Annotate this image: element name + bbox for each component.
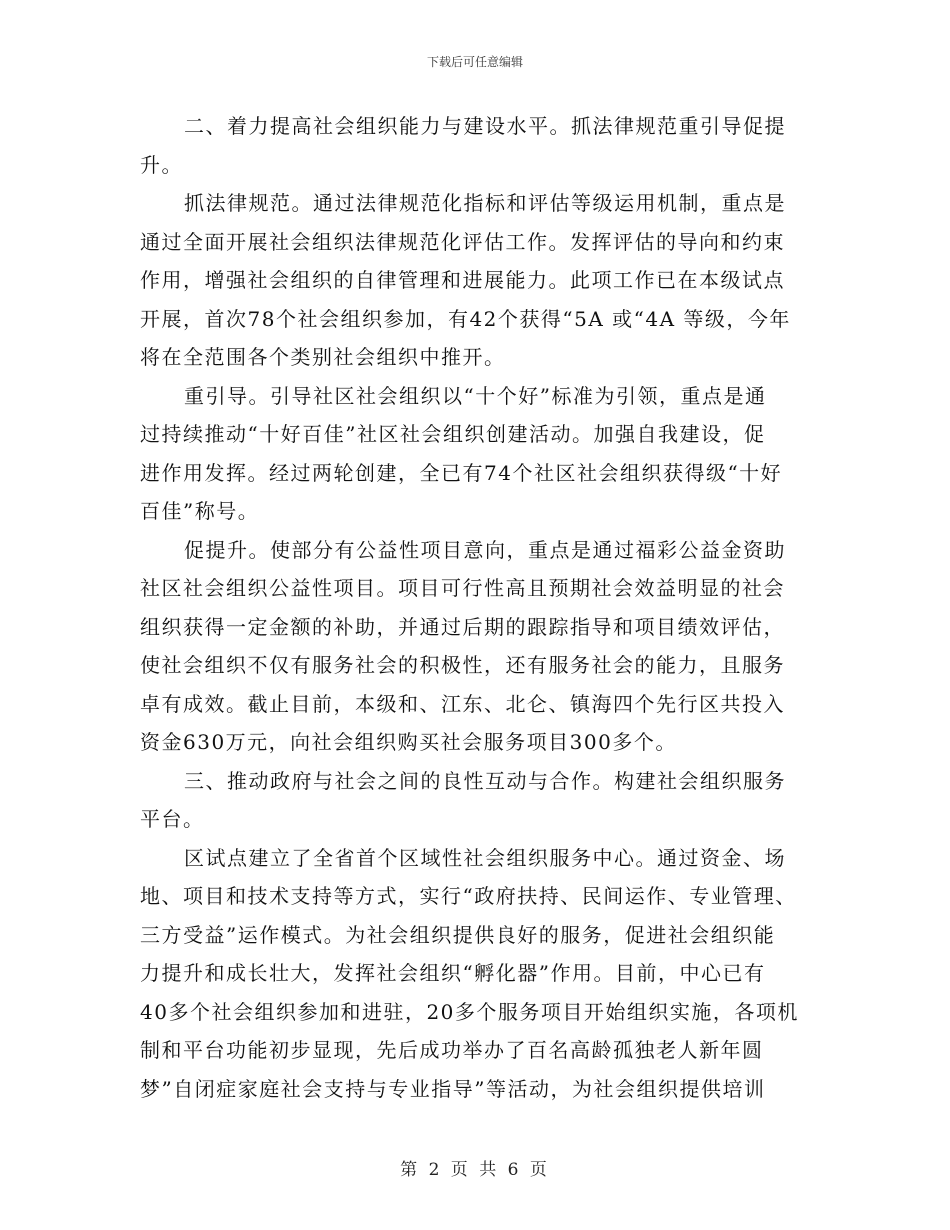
body-text-line: 社区社会组织公益性项目。项目可行性高且预期社会效益明显的社会 xyxy=(140,576,785,600)
body-text-line: 升。 xyxy=(140,152,183,177)
body-text-line: 组织获得一定金额的补助，并通过后期的跟踪指导和项目绩效评估， xyxy=(140,614,785,639)
body-text-line: 将在全范围各个类别社会组织中推开。 xyxy=(140,345,506,369)
body-text-line: 制和平台功能初步显现，先后成功举办了百名高龄孤独老人新年圆 xyxy=(140,1038,764,1062)
body-text-line: 区试点建立了全省首个区域性社会组织服务中心。通过资金、场 xyxy=(184,845,786,870)
body-text-line: 梦”自闭症家庭社会支持与专业指导”等活动，为社会组织提供培训 xyxy=(140,1076,766,1101)
body-text-line: 使社会组织不仅有服务社会的积极性，还有服务社会的能力，且服务 xyxy=(140,653,785,677)
body-text-line: 三、推动政府与社会之间的良性互动与合作。构建社会组织服务 xyxy=(184,768,786,793)
body-text-line: 二、着力提高社会组织能力与建设水平。抓法律规范重引导促提 xyxy=(184,114,786,138)
body-text-line: 重引导。引导社区社会组织以“十个好”标准为引领，重点是通 xyxy=(184,383,767,408)
body-text-line: 抓法律规范。通过法律规范化指标和评估等级运用机制，重点是 xyxy=(184,191,786,215)
body-text-line: 力提升和成长壮大，发挥社会组织“孵化器”作用。目前，中心已有 xyxy=(140,961,766,985)
body-text-line: 促提升。使部分有公益性项目意向，重点是通过福彩公益金资助 xyxy=(184,537,786,562)
body-text-line: 卓有成效。截止目前，本级和、江东、北仑、镇海四个先行区共投入 xyxy=(140,691,785,716)
body-text-line: 地、项目和技术支持等方式，实行“政府扶持、民间运作、专业管理、 xyxy=(140,884,797,908)
body-text-line: 通过全面开展社会组织法律规范化评估工作。发挥评估的导向和约束 xyxy=(140,229,785,254)
header-note: 下载后可任意编辑 xyxy=(426,55,523,69)
body-text-line: 开展，首次78个社会组织参加，有42个获得“5A 或“4A 等级，今年 xyxy=(140,306,791,331)
body-text-line: 资金630万元，向社会组织购买社会服务项目300多个。 xyxy=(140,730,677,754)
body-text-line: 作用，增强社会组织的自律管理和进展能力。此项工作已在本级试点 xyxy=(140,268,785,292)
document-body xyxy=(140,107,810,1108)
body-text-line: 百佳”称号。 xyxy=(140,499,260,523)
body-text-line: 三方受益”运作模式。为社会组织提供良好的服务，促进社会组织能 xyxy=(140,922,776,947)
page-footer: 第 2 页 共 6 页 xyxy=(400,1160,550,1180)
body-text-line: 过持续推动“十好百佳”社区社会组织创建活动。加强自我建设，促 xyxy=(140,422,766,446)
body-text-line: 进作用发挥。经过两轮创建，全已有74个社区社会组织获得级“十好 xyxy=(140,460,783,485)
body-text-line: 40多个社会组织参加和进驻，20多个服务项目开始组织实施，各项机 xyxy=(140,999,799,1024)
body-text-line: 平台。 xyxy=(140,807,205,831)
